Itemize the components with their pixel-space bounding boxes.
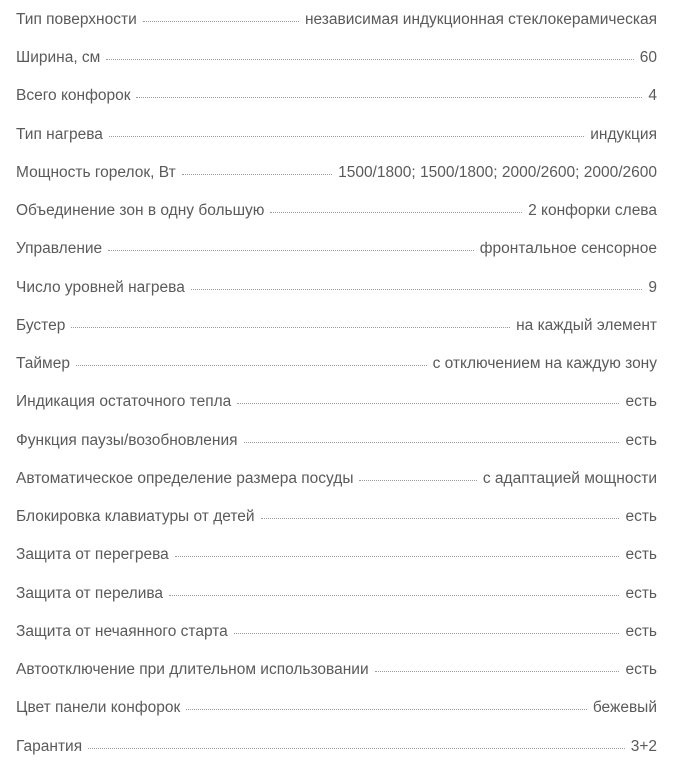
spec-value: есть — [625, 508, 657, 525]
dotted-leader — [106, 59, 633, 60]
dotted-leader — [136, 97, 642, 98]
spec-value: 2 конфорки слева — [528, 202, 657, 219]
spec-label: Число уровней нагрева — [16, 279, 185, 296]
spec-value: индукция — [590, 126, 657, 143]
spec-value: на каждый элемент — [516, 317, 657, 334]
spec-value: 3+2 — [630, 738, 657, 755]
spec-value: с адаптацией мощности — [482, 470, 657, 487]
spec-label: Бустер — [16, 317, 66, 334]
spec-label: Индикация остаточного тепла — [16, 393, 232, 410]
spec-label: Объединение зон в одну большую — [16, 202, 265, 219]
spec-value: фронтальное сенсорное — [479, 240, 657, 257]
dotted-leader — [76, 365, 427, 366]
spec-value: есть — [625, 585, 657, 602]
spec-label: Таймер — [16, 355, 70, 372]
spec-value: 60 — [639, 49, 657, 66]
spec-label: Всего конфорок — [16, 87, 131, 104]
spec-row — [16, 124, 657, 146]
spec-label: Тип поверхности — [16, 11, 137, 28]
spec-row — [16, 47, 657, 69]
spec-row — [16, 468, 657, 490]
spec-row — [16, 697, 657, 719]
spec-label: Защита от перегрева — [16, 546, 169, 563]
dotted-leader — [244, 442, 620, 443]
dotted-leader — [191, 289, 643, 290]
dotted-leader — [359, 480, 476, 481]
spec-value: 9 — [648, 279, 657, 296]
spec-row — [16, 353, 657, 375]
spec-value: бежевый — [592, 699, 657, 716]
spec-value: 4 — [648, 87, 657, 104]
spec-label: Управление — [16, 240, 103, 257]
dotted-leader — [186, 709, 587, 710]
spec-row — [16, 162, 657, 184]
dotted-leader — [143, 21, 299, 22]
spec-row — [16, 736, 657, 758]
spec-value: есть — [625, 432, 657, 449]
spec-row — [16, 277, 657, 299]
spec-value: независимая индукционная стеклокерамическая — [304, 11, 657, 28]
spec-row — [16, 391, 657, 413]
spec-value: есть — [625, 546, 657, 563]
spec-row — [16, 583, 657, 605]
spec-row — [16, 430, 657, 452]
dotted-leader — [237, 403, 619, 404]
dotted-leader — [375, 671, 620, 672]
spec-value: 1500/1800; 1500/1800; 2000/2600; 2000/2600 — [338, 164, 657, 181]
dotted-leader — [182, 174, 332, 175]
spec-label: Защита от перелива — [16, 585, 164, 602]
spec-label: Автоотключение при длительном использовании — [16, 661, 369, 678]
dotted-leader — [175, 556, 620, 557]
spec-row — [16, 9, 657, 31]
dotted-leader — [71, 327, 510, 328]
spec-label: Цвет панели конфорок — [16, 699, 181, 716]
dotted-leader — [108, 250, 474, 251]
spec-value: есть — [625, 661, 657, 678]
spec-row — [16, 659, 657, 681]
spec-label: Ширина, см — [16, 49, 101, 66]
spec-row — [16, 506, 657, 528]
dotted-leader — [261, 518, 620, 519]
dotted-leader — [270, 212, 522, 213]
spec-row — [16, 315, 657, 337]
spec-row — [16, 544, 657, 566]
spec-label: Тип нагрева — [16, 126, 103, 143]
spec-row — [16, 621, 657, 643]
spec-row — [16, 238, 657, 260]
spec-label: Гарантия — [16, 738, 83, 755]
spec-label: Автоматическое определение размера посуды — [16, 470, 354, 487]
dotted-leader — [88, 748, 625, 749]
spec-label: Защита от нечаянного старта — [16, 623, 228, 640]
spec-value: есть — [625, 623, 657, 640]
spec-label: Блокировка клавиатуры от детей — [16, 508, 255, 525]
spec-value: с отключением на каждую зону — [432, 355, 657, 372]
spec-row — [16, 200, 657, 222]
spec-value: есть — [625, 393, 657, 410]
spec-label: Функция паузы/возобновления — [16, 432, 238, 449]
dotted-leader — [234, 633, 620, 634]
spec-row — [16, 85, 657, 107]
spec-label: Мощность горелок, Вт — [16, 164, 176, 181]
dotted-leader — [109, 136, 584, 137]
dotted-leader — [169, 595, 619, 596]
